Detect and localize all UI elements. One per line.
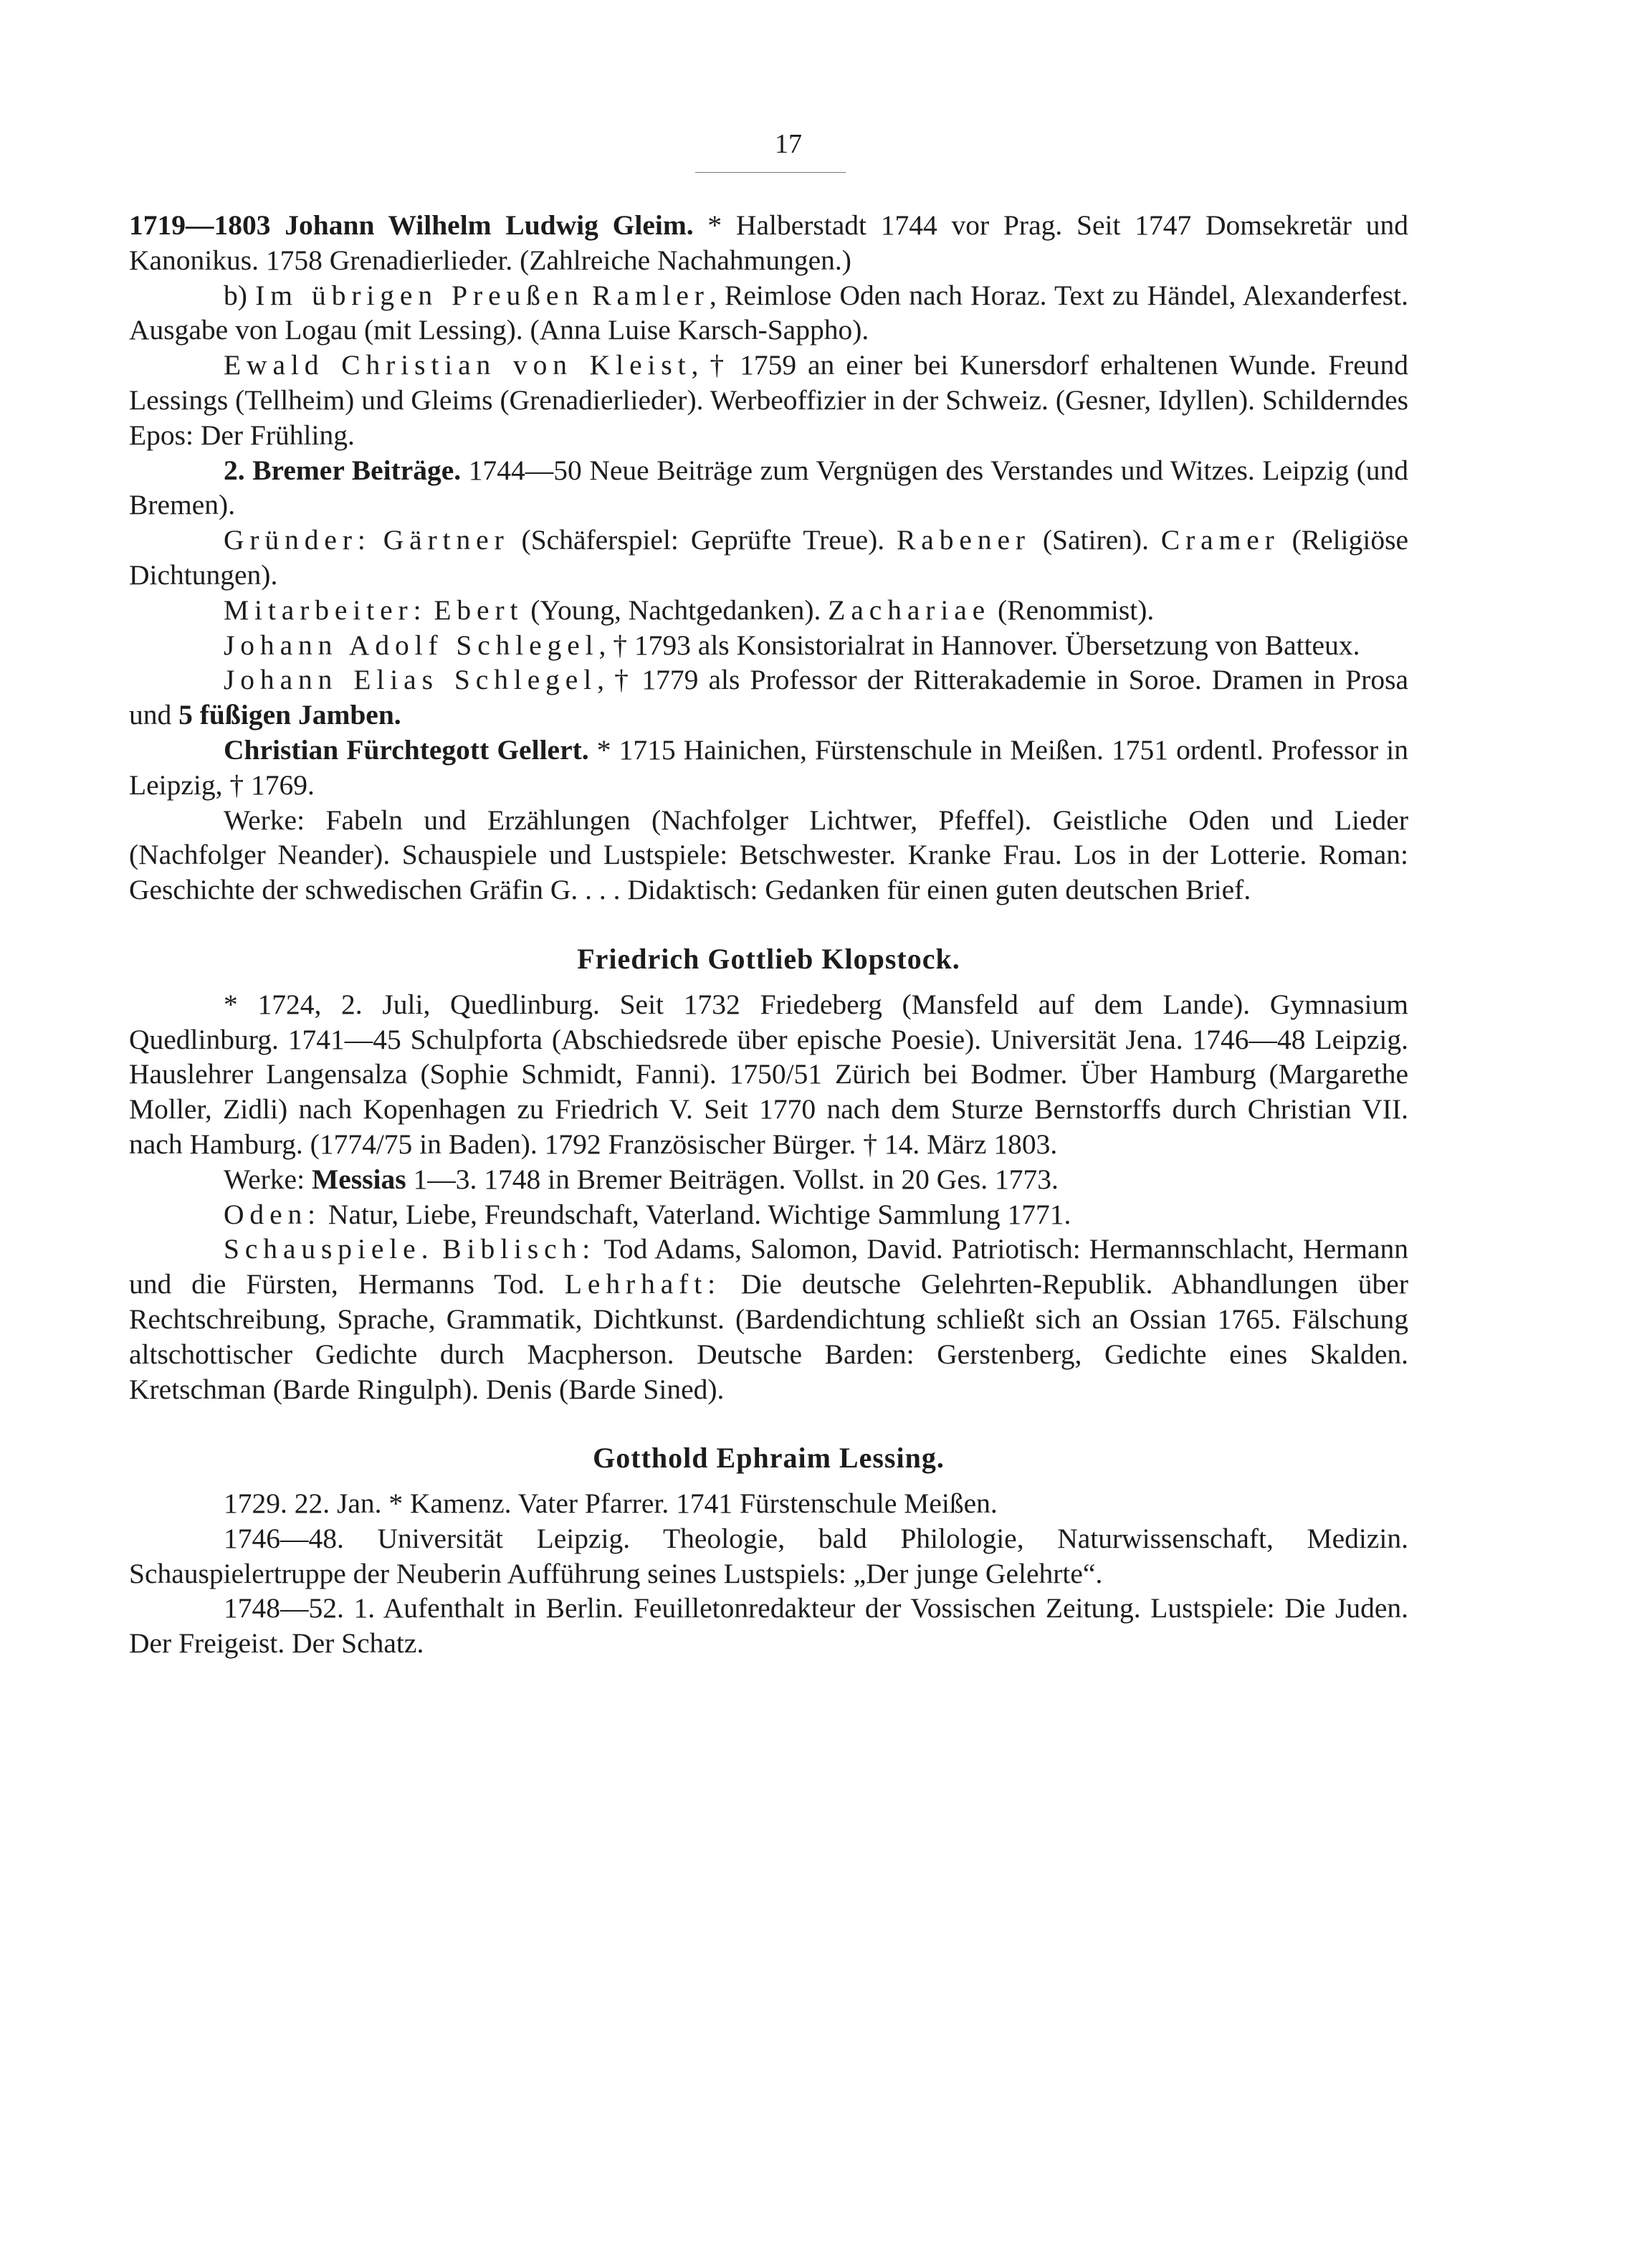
paragraph-je-schlegel	[129, 662, 1408, 733]
paragraph-klopstock-oden	[129, 1197, 1408, 1232]
text-segment: Ewald Christian von Kleist	[224, 349, 692, 381]
text-segment: Werke:	[224, 1163, 312, 1195]
text-segment: , † 1793 als Konsistorialrat in Hannover. Übersetzung von Batteux.	[598, 629, 1360, 661]
text-segment	[584, 280, 592, 311]
text-segment: Die deutsche Gelehrten-Republik. Abhandlungen über Rechtschreibung, Sprache, Grammatik, Dichtkunst. (Bardendichtung schließt sich an Ossian 1765. Fälschung altschottischer Gedichte durch Macpherson. Deutsche Barden: Gerstenberg, Gedichte eines Skalden. Kretschman (Barde Ringulph). Denis (Barde Sined).	[129, 1268, 1408, 1405]
heading-gap	[129, 1476, 1408, 1486]
text-segment: Tod Adams, Salomon, David. Patriotisch: Hermannschlacht, Hermann und die Fürsten, Hermanns Tod.	[129, 1233, 1408, 1300]
paragraph-mitarbeiter	[129, 593, 1408, 628]
text-segment: 1748—52. 1. Aufenthalt in Berlin. Feuilletonredakteur der Vossischen Zeitung. Lustspiele: Die Juden. Der Freigeist. Der Schatz.	[129, 1592, 1408, 1660]
paragraph-lessing-1748	[129, 1591, 1408, 1661]
section-gap	[129, 908, 1408, 942]
text-segment: Johann Elias Schlegel	[224, 664, 598, 696]
paragraph-gruender	[129, 523, 1408, 593]
text-segment: Biblisch:	[442, 1233, 596, 1265]
text-segment: (Young, Nachtgedanken).	[523, 594, 829, 626]
text-segment: Schauspiele.	[224, 1233, 434, 1265]
paragraph-lessing-1729	[129, 1486, 1408, 1521]
paragraph-gellert-werke	[129, 803, 1408, 908]
text-segment: * 1724, 2. Juli, Quedlinburg. Seit 1732 Friedeberg (Mansfeld auf dem Lande). Gymnasium Quedlinburg. 1741—45 Schulpforta (Abschiedsrede über epische Poesie). Universität Jena. 1746—48 Leipzig. Hauslehrer Langensalza (Sophie Schmidt, Fanni). 1750/51 Zürich bei Bodmer. Über Hamburg (Margarethe Moller, Zidli) nach Kopenhagen zu Friedrich V. Seit 1770 nach dem Sturze Bernstorffs durch Christian VII. nach Hamburg. (1774/75 in Baden). 1792 Französischer Bürger. † 14. März 1803.	[129, 988, 1408, 1160]
text-segment	[434, 1233, 442, 1265]
paragraph-preussen	[129, 278, 1408, 348]
text-segment: , † 1779 als Professor der Ritterakademie in Soroe. Dramen in Prosa und	[129, 664, 1408, 731]
text-segment: , Reimlose Oden nach Horaz. Text zu Händel, Alexanderfest. Ausgabe von Logau (mit Lessing). (Anna Luise Karsch-Sappho).	[129, 279, 1409, 346]
page-number-rule	[695, 172, 846, 173]
text-segment: Mitarbeiter:	[224, 594, 427, 626]
text-segment: Gründer:	[224, 524, 371, 556]
text-segment: Zachariae	[828, 594, 991, 626]
paragraph-kleist	[129, 348, 1408, 452]
paragraph-klopstock-bio	[129, 987, 1408, 1162]
paragraph-gellert	[129, 733, 1408, 803]
text-segment: (Renommist).	[990, 594, 1155, 626]
text-segment: * Halberstadt 1744 vor Prag. Seit 1747 Domsekretär und Kanonikus. 1758 Grenadierlieder. (Zahlreiche Nachahmungen.)	[129, 209, 1408, 276]
text-segment: Christian Fürchtegott Gellert.	[224, 733, 589, 766]
text-segment: , † 1759 an einer bei Kunersdorf erhaltenen Wunde. Freund Lessings (Tellheim) und Gleims (Grenadierlieder). Werbeoffizier in der Schweiz. (Gesner, Idyllen). Schilderndes Epos: Der Frühling.	[129, 349, 1408, 451]
text-segment: 5 füßigen Jamben.	[178, 699, 401, 731]
text-segment: Ebert	[434, 594, 524, 626]
page-number: 17	[775, 129, 802, 159]
text-segment: Messias	[311, 1163, 406, 1195]
text-segment: b)	[224, 279, 256, 311]
text-segment: Im übrigen Preußen	[255, 279, 584, 311]
paragraph-klopstock-schauspiele	[129, 1232, 1408, 1407]
text-segment: Gotthold Ephraim Lessing.	[593, 1442, 945, 1475]
paragraph-bremer	[129, 453, 1408, 523]
text-segment: 1729. 22. Jan. * Kamenz. Vater Pfarrer. 1741 Fürstenschule Meißen.	[224, 1488, 998, 1520]
text-segment: (Religiöse Dichtungen).	[129, 524, 1408, 591]
text-segment: Gärtner	[383, 524, 510, 556]
text-segment: Ramler	[592, 279, 710, 311]
text-segment: Johann Adolf Schlegel	[224, 629, 599, 661]
text-segment: 1—3. 1748 in Bremer Beiträgen. Vollst. in 20 Ges. 1773.	[406, 1163, 1059, 1195]
text-segment: Rabener	[897, 524, 1031, 556]
paragraph-klopstock-werke	[129, 1162, 1408, 1197]
text-segment	[426, 594, 434, 626]
text-segment: (Schäferspiel: Geprüfte Treue).	[509, 524, 897, 556]
heading-gap	[129, 977, 1408, 987]
text-segment: Oden:	[224, 1198, 322, 1230]
section-heading-klopstock-heading	[129, 942, 1408, 977]
text-segment: * 1715 Hainichen, Fürstenschule in Meißen. 1751 ordentl. Professor in Leipzig, † 1769.	[129, 733, 1408, 801]
text-segment: 1744—50 Neue Beiträge zum Vergnügen des Verstandes und Witzes. Leipzig (und Bremen).	[129, 454, 1408, 521]
text-segment: Lehrhaft:	[564, 1268, 721, 1300]
text-segment: Cramer	[1160, 524, 1280, 556]
text-segment	[371, 524, 383, 556]
text-segment: 1746—48. Universität Leipzig. Theologie, bald Philologie, Naturwissenschaft, Medizin. Schauspielertruppe der Neuberin Aufführung seines Lustspiels: „Der junge Gelehrte“.	[129, 1522, 1408, 1589]
text-segment: Friedrich Gottlieb Klopstock.	[577, 942, 960, 975]
section-gap	[129, 1407, 1408, 1441]
text-segment: Werke: Fabeln und Erzählungen (Nachfolger Lichtwer, Pfeffel). Geistliche Oden und Lieder (Nachfolger Neander). Schauspiele und Lustspiele: Betschwester. Kranke Frau. Los in der Lotterie. Roman: Geschichte der schwedischen Gräfin G. . . . Didaktisch: Gedanken für einen guten deutschen Brief.	[129, 804, 1408, 906]
page-text	[129, 208, 1408, 1661]
text-segment: (Satiren).	[1030, 524, 1161, 556]
paragraph-gleim	[129, 208, 1408, 278]
text-segment: Natur, Liebe, Freundschaft, Vaterland. Wichtige Sammlung 1771.	[321, 1198, 1071, 1230]
paragraph-lessing-1746	[129, 1521, 1408, 1591]
text-segment: 2. Bremer Beiträge.	[224, 454, 462, 486]
section-heading-lessing-heading	[129, 1441, 1408, 1476]
paragraph-ja-schlegel	[129, 628, 1408, 663]
text-segment: 1719—1803 Johann Wilhelm Ludwig Gleim.	[129, 209, 694, 241]
